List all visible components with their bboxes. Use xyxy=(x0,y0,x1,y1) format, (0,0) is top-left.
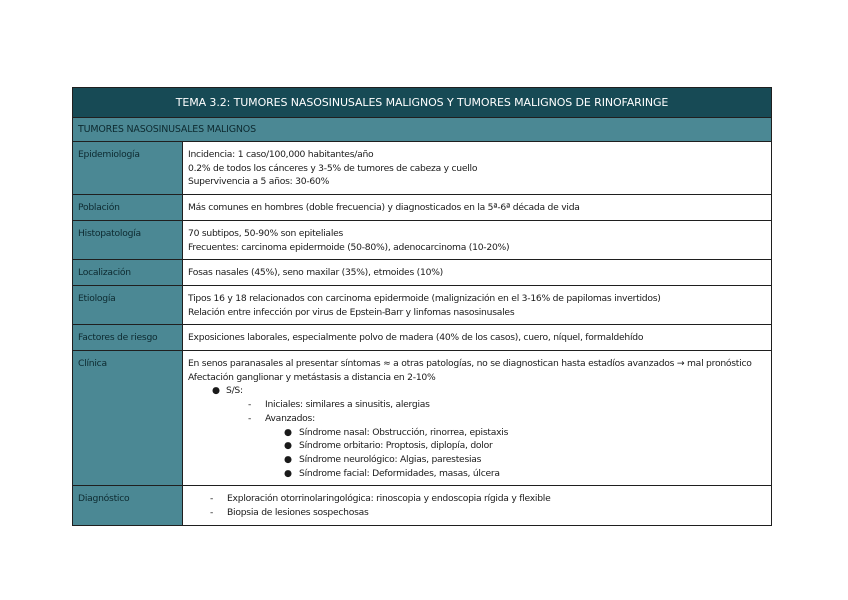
row-label-histopatologia: Histopatología xyxy=(73,220,183,259)
list-item-text: Síndrome nasal: Obstrucción, rinorrea, epistaxis xyxy=(299,426,509,438)
text-line: Exposiciones laborales, especialmente polvo de madera (40% de los casos), cuero, níquel, formaldehído xyxy=(188,332,644,344)
list-item xyxy=(188,506,767,520)
dash-marker: - xyxy=(210,493,214,505)
list-item-text: Síndrome neurológico: Algias, parestesias xyxy=(299,453,482,465)
table-row xyxy=(73,486,771,525)
list-item-text: Exploración otorrinolaringológica: rinoscopia y endoscopia rígida y flexible xyxy=(227,493,551,505)
bullet-marker: ● xyxy=(284,440,292,452)
list-item-text: S/S: xyxy=(226,385,243,397)
row-content-poblacion xyxy=(183,195,772,221)
section-header: TUMORES NASOSINUSALES MALIGNOS xyxy=(73,118,771,142)
list-item xyxy=(188,398,767,412)
list-item-text: Síndrome facial: Deformidades, masas, úlcera xyxy=(299,467,500,479)
text-line: Supervivencia a 5 años: 30-60% xyxy=(188,176,330,188)
row-content-diagnostico xyxy=(183,486,772,525)
list-item-text: Síndrome orbitario: Proptosis, diplopía, dolor xyxy=(299,440,493,452)
row-label-epidemiologia: Epidemiología xyxy=(73,142,183,195)
table-title: TEMA 3.2: TUMORES NASOSINUSALES MALIGNOS Y TUMORES MALIGNOS DE RINOFARINGE xyxy=(73,88,771,118)
document-table xyxy=(72,87,772,526)
row-label-factores-riesgo: Factores de riesgo xyxy=(73,325,183,351)
list-item xyxy=(188,467,767,481)
dash-marker: - xyxy=(248,412,252,424)
row-content-epidemiologia xyxy=(183,142,772,195)
row-content-etiologia xyxy=(183,285,772,324)
bullet-marker: ● xyxy=(284,453,292,465)
row-label-clinica: Clínica xyxy=(73,351,183,486)
table-row xyxy=(73,195,771,221)
text-line: Más comunes en hombres (doble frecuencia) y diagnosticados en la 5ª-6ª década de vida xyxy=(188,202,580,214)
bullet-marker: ● xyxy=(284,467,292,479)
text-line: En senos paranasales al presentar síntomas ≈ a otras patologías, no se diagnostican hasta estadíos avanzados → mal pronóstico xyxy=(188,358,752,370)
list-item xyxy=(188,453,767,467)
table-row xyxy=(73,260,771,286)
row-content-localizacion xyxy=(183,260,772,286)
list-item-text: Avanzados: xyxy=(265,412,315,424)
row-label-etiologia: Etiología xyxy=(73,285,183,324)
table-row xyxy=(73,285,771,324)
text-line: 70 subtipos, 50-90% son epiteliales xyxy=(188,227,344,239)
row-label-poblacion: Población xyxy=(73,195,183,221)
text-line: Fosas nasales (45%), seno maxilar (35%), etmoides (10%) xyxy=(188,267,444,279)
text-line: Frecuentes: carcinoma epidermoide (50-80%), adenocarcinoma (10-20%) xyxy=(188,241,510,253)
list-item-text: Iniciales: similares a sinusitis, alergias xyxy=(265,399,430,411)
list-item xyxy=(188,492,767,506)
row-label-localizacion: Localización xyxy=(73,260,183,286)
table-row xyxy=(73,142,771,195)
list-item xyxy=(188,439,767,453)
text-line: Tipos 16 y 18 relacionados con carcinoma epidermoide (malignización en el 3-16% de papilomas invertidos) xyxy=(188,292,661,304)
bullet-marker: ● xyxy=(284,426,292,438)
list-item xyxy=(188,426,767,440)
list-item xyxy=(188,412,767,426)
dash-marker: - xyxy=(210,507,214,519)
row-content-factores-riesgo xyxy=(183,325,772,351)
list-item-text: Biopsia de lesiones sospechosas xyxy=(227,507,369,519)
text-line: 0.2% de todos los cánceres y 3-5% de tumores de cabeza y cuello xyxy=(188,162,478,174)
text-line: Incidencia: 1 caso/100,000 habitantes/año xyxy=(188,149,374,160)
table-row xyxy=(73,351,771,486)
table-row xyxy=(73,220,771,259)
list-item xyxy=(188,384,767,398)
dash-marker: - xyxy=(248,399,252,411)
topic-table xyxy=(73,142,771,525)
row-content-clinica xyxy=(183,351,772,486)
text-line: Afectación ganglionar y metástasis a distancia en 2-10% xyxy=(188,371,436,383)
row-label-diagnostico: Diagnóstico xyxy=(73,486,183,525)
row-content-histopatologia xyxy=(183,220,772,259)
table-row xyxy=(73,325,771,351)
bullet-marker: ● xyxy=(212,385,220,397)
text-line: Relación entre infección por virus de Epstein-Barr y linfomas nasosinusales xyxy=(188,306,515,318)
